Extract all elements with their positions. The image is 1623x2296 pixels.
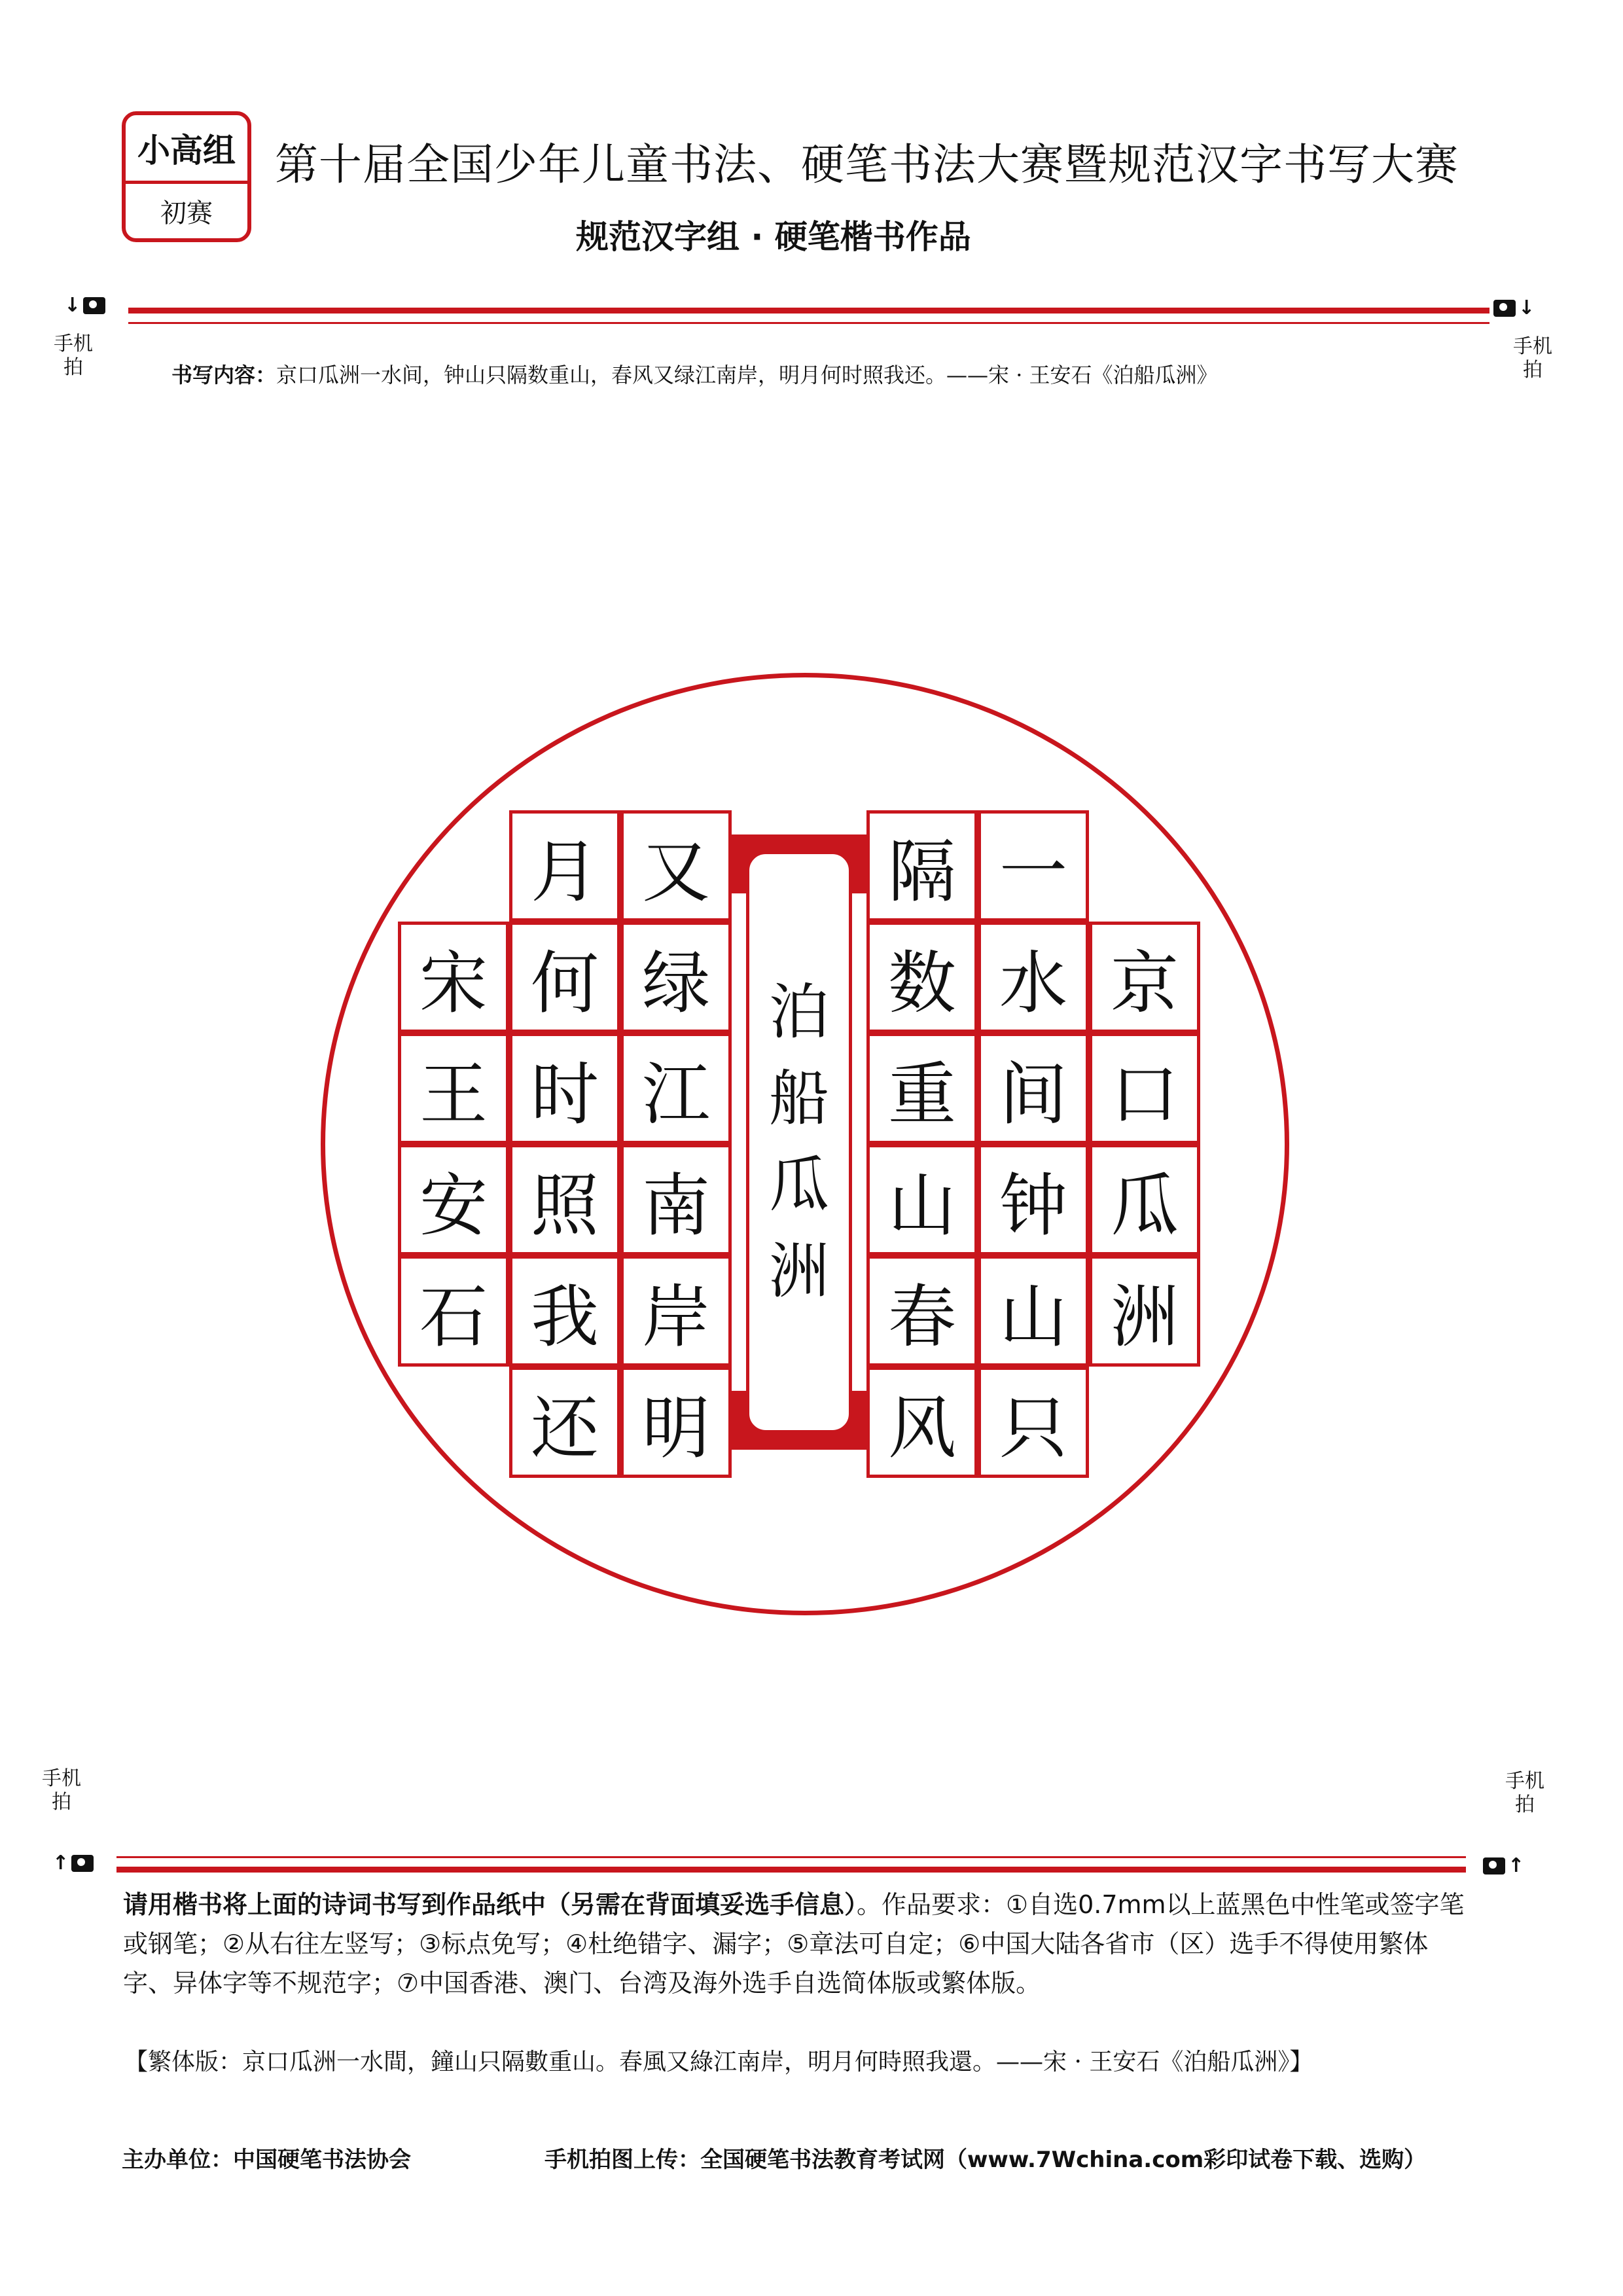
grid-cell: 岸 bbox=[620, 1255, 732, 1367]
poem-title-strip bbox=[732, 812, 866, 1473]
top-rule-thick bbox=[128, 308, 1489, 314]
camera-mark-bottom-right bbox=[1483, 1856, 1524, 1876]
poem-title-char: 船 bbox=[768, 1064, 829, 1134]
upload-info: 手机拍图上传：全国硬笔书法教育考试网（www.7Wchina.com彩印试卷下载、选购） bbox=[544, 2147, 1427, 2173]
grid-cell: 还 bbox=[509, 1367, 620, 1478]
grid-cell: 水 bbox=[978, 922, 1089, 1033]
grid-cell: 月 bbox=[509, 810, 620, 922]
grid-cell: 京 bbox=[1089, 922, 1200, 1033]
organizer: 主办单位：中国硬笔书法协会 bbox=[122, 2147, 411, 2173]
side-label-top-right: 手机拍 bbox=[1513, 335, 1552, 382]
grid-cell: 重 bbox=[866, 1033, 978, 1144]
grid-cell: 又 bbox=[620, 810, 732, 922]
camera-icon bbox=[1483, 1857, 1505, 1874]
grid-cell: 风 bbox=[866, 1367, 978, 1478]
grid-cell: 只 bbox=[978, 1367, 1089, 1478]
grid-cell: 洲 bbox=[1089, 1255, 1200, 1367]
poem-title-vertical bbox=[746, 851, 852, 1433]
grid-cell: 山 bbox=[978, 1255, 1089, 1367]
instructions-lead: 请用楷书将上面的诗词书写到作品纸中（另需在背面填妥选手信息） bbox=[123, 1890, 857, 1919]
camera-icon bbox=[71, 1855, 94, 1872]
arrow-down-icon: ↓ bbox=[64, 294, 81, 317]
grid-cell: 安 bbox=[398, 1144, 509, 1255]
grid-cell: 王 bbox=[398, 1033, 509, 1144]
arrow-up-icon: ↑ bbox=[52, 1852, 69, 1874]
writing-content-label: 书写内容： bbox=[171, 363, 277, 387]
grid-cell: 明 bbox=[620, 1367, 732, 1478]
poem-title-char: 瓜 bbox=[768, 1150, 829, 1220]
camera-icon bbox=[1493, 300, 1516, 317]
instructions-requirements: 。作品要求：①自选0.7mm以上蓝黑色中性笔或签字笔或钢笔；②从右往左竖写；③标点免写；④杜绝错字、漏字；⑤章法可自定；⑥中国大陆各省市（区）选手不得使用繁体字、异体字等不规范字；⑦中国香港、澳门、台湾及海外选手自选简体版或繁体版。 bbox=[123, 1890, 1465, 1998]
grid-cell: 宋 bbox=[398, 922, 509, 1033]
side-label-bottom-left: 手机拍 bbox=[42, 1767, 81, 1814]
grid-cell: 我 bbox=[509, 1255, 620, 1367]
badge-round-label: 初赛 bbox=[160, 198, 213, 228]
traditional-version: 【繁体版：京口瓜洲一水間，鐘山只隔數重山。春風又綠江南岸，明月何時照我還。——宋 · 王安石《泊船瓜洲》】 bbox=[124, 2049, 1313, 2075]
grid-cell: 瓜 bbox=[1089, 1144, 1200, 1255]
camera-mark-bottom-left bbox=[52, 1854, 94, 1873]
grid-cell: 绿 bbox=[620, 922, 732, 1033]
camera-mark-top-right bbox=[1493, 298, 1535, 318]
grid-cell: 数 bbox=[866, 922, 978, 1033]
grid-cell: 山 bbox=[866, 1144, 978, 1255]
grid-cell: 隔 bbox=[866, 810, 978, 922]
grid-cell: 一 bbox=[978, 810, 1089, 922]
camera-icon bbox=[83, 297, 105, 314]
top-rule-thin bbox=[128, 322, 1489, 324]
instructions bbox=[123, 1885, 1471, 2003]
arrow-up-icon: ↑ bbox=[1508, 1854, 1525, 1877]
writing-content bbox=[171, 359, 1480, 389]
side-label-top-left: 手机拍 bbox=[54, 332, 93, 379]
page-subtitle: 规范汉字组 · 硬笔楷书作品 bbox=[576, 218, 971, 256]
bottom-rule-thick bbox=[116, 1867, 1466, 1873]
grid-cell: 口 bbox=[1089, 1033, 1200, 1144]
side-label-bottom-right: 手机拍 bbox=[1505, 1770, 1544, 1816]
grid-cell: 照 bbox=[509, 1144, 620, 1255]
arrow-down-icon: ↓ bbox=[1518, 296, 1535, 319]
badge-group-label: 小高组 bbox=[126, 115, 247, 184]
poem-title-char: 泊 bbox=[768, 977, 829, 1047]
camera-mark-top-left bbox=[64, 296, 105, 315]
grid-cell: 春 bbox=[866, 1255, 978, 1367]
grid-cell: 时 bbox=[509, 1033, 620, 1144]
bottom-rule-thin bbox=[116, 1856, 1466, 1858]
page-title: 第十届全国少年儿童书法、硬笔书法大赛暨规范汉字书写大赛 bbox=[275, 139, 1459, 190]
grid-cell: 间 bbox=[978, 1033, 1089, 1144]
grid-cell: 何 bbox=[509, 922, 620, 1033]
grid-cell: 钟 bbox=[978, 1144, 1089, 1255]
grid-cell: 南 bbox=[620, 1144, 732, 1255]
writing-content-text: 京口瓜洲一水间，钟山只隔数重山，春风又绿江南岸，明月何时照我还。——宋 · 王安石《泊船瓜洲》 bbox=[276, 363, 1218, 387]
grid-cell: 江 bbox=[620, 1033, 732, 1144]
poem-title-char: 洲 bbox=[768, 1236, 829, 1306]
grid-cell: 石 bbox=[398, 1255, 509, 1367]
group-badge bbox=[122, 111, 251, 242]
